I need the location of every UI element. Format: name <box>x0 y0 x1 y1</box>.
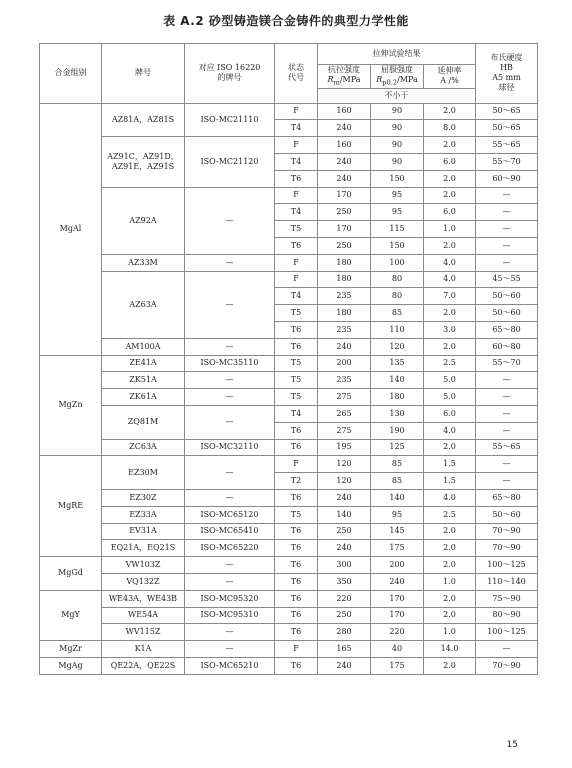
state-code-cell: T6 <box>275 657 318 674</box>
yield-strength-cell: 90 <box>371 153 424 170</box>
table-row <box>40 489 538 506</box>
elongation-cell: 4.0 <box>424 271 476 288</box>
hardness-cell: — <box>476 221 538 238</box>
header-rp-sub: p0.2 <box>382 78 398 87</box>
tensile-strength-cell: 275 <box>318 389 371 406</box>
yield-strength-cell: 150 <box>371 170 424 187</box>
iso-grade-cell: — <box>185 641 275 658</box>
elongation-cell: 2.0 <box>424 103 476 120</box>
elongation-cell: 1.0 <box>424 624 476 641</box>
header-iso <box>185 44 275 104</box>
grade-cell: EZ30Z <box>102 489 185 506</box>
grade-cell: WE43A，WE43B <box>102 590 185 607</box>
state-code-cell: F <box>275 187 318 204</box>
hardness-cell: 65～80 <box>476 321 538 338</box>
grade-cell: AZ91C，AZ91D， AZ91E，AZ91S <box>102 137 185 187</box>
table-row <box>40 590 538 607</box>
grade-cell: AZ81A，AZ81S <box>102 103 185 137</box>
hardness-cell: — <box>476 372 538 389</box>
yield-strength-cell: 85 <box>371 305 424 322</box>
yield-strength-cell: 95 <box>371 506 424 523</box>
tensile-strength-cell: 235 <box>318 288 371 305</box>
yield-strength-cell: 100 <box>371 254 424 271</box>
hardness-cell: 60～90 <box>476 170 538 187</box>
tensile-strength-cell: 240 <box>318 120 371 137</box>
elongation-cell: 5.0 <box>424 389 476 406</box>
elongation-cell: 2.0 <box>424 137 476 154</box>
hardness-cell: — <box>476 237 538 254</box>
state-code-cell: T6 <box>275 590 318 607</box>
iso-grade-cell: ISO-MC95320 <box>185 590 275 607</box>
iso-grade-cell: — <box>185 254 275 271</box>
tensile-strength-cell: 250 <box>318 204 371 221</box>
tensile-strength-cell: 195 <box>318 439 371 456</box>
tensile-strength-cell: 120 <box>318 456 371 473</box>
header-rp-unit: /MPa <box>397 75 418 84</box>
alloy-group-cell: MgZr <box>40 641 102 658</box>
elongation-cell: 2.0 <box>424 305 476 322</box>
header-state-line2: 代号 <box>288 73 304 83</box>
header-rm-sub: m <box>333 78 340 87</box>
iso-grade-cell: ISO-MC65120 <box>185 506 275 523</box>
alloy-group-cell: MgZn <box>40 355 102 456</box>
header-tensile: 拉伸试验结果 <box>318 44 476 65</box>
elongation-cell: 1.5 <box>424 473 476 490</box>
elongation-cell: 7.0 <box>424 288 476 305</box>
header-rp-line2 <box>372 75 422 88</box>
hardness-cell: 100～125 <box>476 624 538 641</box>
tensile-strength-cell: 200 <box>318 355 371 372</box>
yield-strength-cell: 80 <box>371 288 424 305</box>
header-hb-line1: 布氏硬度 <box>490 53 523 63</box>
iso-grade-cell: — <box>185 187 275 254</box>
header-rm-symbol: R <box>327 75 334 84</box>
grade-cell: EV31A <box>102 523 185 540</box>
table-row <box>40 624 538 641</box>
hardness-cell: 80～90 <box>476 607 538 624</box>
hardness-cell: 55～70 <box>476 153 538 170</box>
header-elongation <box>424 65 476 89</box>
alloy-group-cell: MgGd <box>40 557 102 591</box>
elongation-cell: 2.0 <box>424 590 476 607</box>
tensile-strength-cell: 180 <box>318 271 371 288</box>
tensile-strength-cell: 300 <box>318 557 371 574</box>
header-rp <box>371 65 424 89</box>
state-code-cell: T6 <box>275 321 318 338</box>
iso-grade-cell: ISO-MC95310 <box>185 607 275 624</box>
hardness-cell: — <box>476 204 538 221</box>
elongation-cell: 6.0 <box>424 405 476 422</box>
iso-grade-cell: ISO-MC21110 <box>185 103 275 137</box>
elongation-cell: 6.0 <box>424 204 476 221</box>
yield-strength-cell: 180 <box>371 389 424 406</box>
alloy-group-cell: MgAg <box>40 657 102 674</box>
state-code-cell: T6 <box>275 170 318 187</box>
hardness-cell: 70～90 <box>476 523 538 540</box>
elongation-cell: 5.0 <box>424 372 476 389</box>
iso-grade-cell: ISO-MC21120 <box>185 137 275 187</box>
state-code-cell: F <box>275 254 318 271</box>
header-rp-line1: 屈服强度 <box>381 65 413 74</box>
yield-strength-cell: 150 <box>371 237 424 254</box>
header-hb-line2: HB <box>500 63 513 73</box>
grade-cell: K1A <box>102 641 185 658</box>
grade-cell: AZ92A <box>102 187 185 254</box>
state-code-cell: T6 <box>275 489 318 506</box>
alloy-group-cell: MgRE <box>40 456 102 557</box>
elongation-cell: 14.0 <box>424 641 476 658</box>
tensile-strength-cell: 350 <box>318 573 371 590</box>
iso-grade-cell: ISO-MC35110 <box>185 355 275 372</box>
state-code-cell: T5 <box>275 221 318 238</box>
tensile-strength-cell: 250 <box>318 523 371 540</box>
grade-cell: QE22A，QE22S <box>102 657 185 674</box>
state-code-cell: T5 <box>275 506 318 523</box>
table-row <box>40 607 538 624</box>
state-code-cell: T4 <box>275 153 318 170</box>
hardness-cell: 75～90 <box>476 590 538 607</box>
yield-strength-cell: 120 <box>371 338 424 355</box>
tensile-strength-cell: 160 <box>318 103 371 120</box>
state-code-cell: T6 <box>275 540 318 557</box>
table-row <box>40 405 538 422</box>
state-code-cell: T6 <box>275 607 318 624</box>
hardness-cell: 55～65 <box>476 439 538 456</box>
hardness-cell: — <box>476 405 538 422</box>
state-code-cell: F <box>275 103 318 120</box>
header-hb-line4: 球径 <box>498 83 515 93</box>
header-iso-line2: 的牌号 <box>217 73 242 83</box>
header-min: 不小于 <box>318 88 476 103</box>
table-row <box>40 137 538 154</box>
state-code-cell: T2 <box>275 473 318 490</box>
table-row <box>40 338 538 355</box>
grade-cell: ZK61A <box>102 389 185 406</box>
elongation-cell: 2.0 <box>424 439 476 456</box>
table-row <box>40 439 538 456</box>
yield-strength-cell: 145 <box>371 523 424 540</box>
grade-cell: ZE41A <box>102 355 185 372</box>
hardness-cell: — <box>476 187 538 204</box>
iso-grade-cell: — <box>185 389 275 406</box>
elongation-cell: 3.0 <box>424 321 476 338</box>
yield-strength-cell: 90 <box>371 103 424 120</box>
yield-strength-cell: 115 <box>371 221 424 238</box>
yield-strength-cell: 85 <box>371 456 424 473</box>
elongation-cell: 8.0 <box>424 120 476 137</box>
header-state <box>275 44 318 104</box>
elongation-cell: 2.0 <box>424 657 476 674</box>
iso-grade-cell: — <box>185 271 275 338</box>
table-row <box>40 355 538 372</box>
grade-cell: WE54A <box>102 607 185 624</box>
tensile-strength-cell: 235 <box>318 372 371 389</box>
tensile-strength-cell: 120 <box>318 473 371 490</box>
header-grade: 牌号 <box>102 44 185 104</box>
table-row <box>40 389 538 406</box>
state-code-cell: T4 <box>275 120 318 137</box>
yield-strength-cell: 80 <box>371 271 424 288</box>
header-hardness <box>476 44 538 104</box>
table-row <box>40 641 538 658</box>
elongation-cell: 1.0 <box>424 221 476 238</box>
hardness-cell: 100～125 <box>476 557 538 574</box>
state-code-cell: T5 <box>275 389 318 406</box>
grade-cell: ZK51A <box>102 372 185 389</box>
state-code-cell: F <box>275 137 318 154</box>
tensile-strength-cell: 180 <box>318 254 371 271</box>
header-hb-line3: A5 mm <box>492 73 521 83</box>
iso-grade-cell: ISO-MC65220 <box>185 540 275 557</box>
iso-grade-cell: — <box>185 573 275 590</box>
hardness-cell: 70～90 <box>476 540 538 557</box>
elongation-cell: 2.0 <box>424 187 476 204</box>
yield-strength-cell: 125 <box>371 439 424 456</box>
table-row <box>40 103 538 120</box>
hardness-cell: — <box>476 422 538 439</box>
yield-strength-cell: 175 <box>371 657 424 674</box>
tensile-strength-cell: 170 <box>318 221 371 238</box>
header-group: 合金组别 <box>40 44 102 104</box>
state-code-cell: F <box>275 641 318 658</box>
alloy-group-cell: MgY <box>40 590 102 640</box>
table-row <box>40 540 538 557</box>
state-code-cell: T4 <box>275 204 318 221</box>
grade-cell: AZ33M <box>102 254 185 271</box>
tensile-strength-cell: 240 <box>318 657 371 674</box>
grade-cell: WV115Z <box>102 624 185 641</box>
elongation-cell: 2.5 <box>424 506 476 523</box>
grade-cell: AM100A <box>102 338 185 355</box>
yield-strength-cell: 220 <box>371 624 424 641</box>
elongation-cell: 2.0 <box>424 338 476 355</box>
yield-strength-cell: 95 <box>371 187 424 204</box>
hardness-cell: 55～70 <box>476 355 538 372</box>
state-code-cell: T6 <box>275 573 318 590</box>
tensile-strength-cell: 220 <box>318 590 371 607</box>
hardness-cell: 110～140 <box>476 573 538 590</box>
grade-cell: ZC63A <box>102 439 185 456</box>
yield-strength-cell: 40 <box>371 641 424 658</box>
yield-strength-cell: 175 <box>371 540 424 557</box>
hardness-cell: 50～60 <box>476 288 538 305</box>
tensile-strength-cell: 240 <box>318 540 371 557</box>
grade-cell: ZQ81M <box>102 405 185 439</box>
elongation-cell: 6.0 <box>424 153 476 170</box>
table-row <box>40 573 538 590</box>
header-rm-unit: /MPa <box>339 75 361 84</box>
page-number: 15 <box>506 740 518 750</box>
state-code-cell: F <box>275 271 318 288</box>
elongation-cell: 4.0 <box>424 489 476 506</box>
iso-grade-cell: — <box>185 489 275 506</box>
elongation-cell: 2.0 <box>424 237 476 254</box>
yield-strength-cell: 110 <box>371 321 424 338</box>
table-title: 表 A.2 砂型铸造镁合金铸件的典型力学性能 <box>163 14 409 28</box>
hardness-cell: 60～80 <box>476 338 538 355</box>
iso-grade-cell: ISO-MC65210 <box>185 657 275 674</box>
hardness-cell: 50～65 <box>476 103 538 120</box>
state-code-cell: T6 <box>275 422 318 439</box>
grade-cell: AZ63A <box>102 271 185 338</box>
yield-strength-cell: 90 <box>371 137 424 154</box>
header-state-line1: 状态 <box>288 63 304 73</box>
state-code-cell: T6 <box>275 237 318 254</box>
header-rm-line1: 抗拉强度 <box>328 65 360 74</box>
tensile-strength-cell: 240 <box>318 489 371 506</box>
yield-strength-cell: 140 <box>371 372 424 389</box>
tensile-strength-cell: 140 <box>318 506 371 523</box>
tensile-strength-cell: 165 <box>318 641 371 658</box>
grade-cell: VW103Z <box>102 557 185 574</box>
hardness-cell: 55～65 <box>476 137 538 154</box>
elongation-cell: 4.0 <box>424 422 476 439</box>
header-el-line1: 延伸率 <box>437 66 462 76</box>
state-code-cell: T6 <box>275 557 318 574</box>
elongation-cell: 2.0 <box>424 523 476 540</box>
grade-cell: VQ132Z <box>102 573 185 590</box>
iso-grade-cell: — <box>185 557 275 574</box>
table-row <box>40 271 538 288</box>
table-row <box>40 456 538 473</box>
table-row <box>40 187 538 204</box>
table-row <box>40 523 538 540</box>
hardness-cell: — <box>476 641 538 658</box>
iso-grade-cell: ISO-MC65410 <box>185 523 275 540</box>
hardness-cell: 50～60 <box>476 305 538 322</box>
iso-grade-cell: — <box>185 456 275 490</box>
iso-grade-cell: — <box>185 405 275 439</box>
hardness-cell: — <box>476 456 538 473</box>
state-code-cell: T6 <box>275 439 318 456</box>
yield-strength-cell: 200 <box>371 557 424 574</box>
header-iso-line1: 对应 ISO 16220 <box>198 63 261 73</box>
yield-strength-cell: 240 <box>371 573 424 590</box>
iso-grade-cell: — <box>185 338 275 355</box>
yield-strength-cell: 190 <box>371 422 424 439</box>
hardness-cell: — <box>476 254 538 271</box>
tensile-strength-cell: 180 <box>318 305 371 322</box>
table-row <box>40 372 538 389</box>
yield-strength-cell: 170 <box>371 590 424 607</box>
hardness-cell: 50～65 <box>476 120 538 137</box>
header-rm <box>318 65 371 89</box>
tensile-strength-cell: 240 <box>318 153 371 170</box>
table-body <box>40 103 538 674</box>
elongation-cell: 1.0 <box>424 573 476 590</box>
yield-strength-cell: 130 <box>371 405 424 422</box>
grade-cell: EZ30M <box>102 456 185 490</box>
state-code-cell: T5 <box>275 355 318 372</box>
header-el-line2: A /% <box>440 76 459 86</box>
table-row <box>40 557 538 574</box>
tensile-strength-cell: 160 <box>318 137 371 154</box>
header-rm-line2 <box>319 75 369 88</box>
tensile-strength-cell: 235 <box>318 321 371 338</box>
iso-grade-cell: — <box>185 372 275 389</box>
tensile-strength-cell: 250 <box>318 237 371 254</box>
state-code-cell: T4 <box>275 405 318 422</box>
elongation-cell: 2.0 <box>424 170 476 187</box>
header-rp-symbol: R <box>376 75 383 84</box>
elongation-cell: 2.5 <box>424 355 476 372</box>
table-row <box>40 506 538 523</box>
elongation-cell: 2.0 <box>424 540 476 557</box>
state-code-cell: T5 <box>275 372 318 389</box>
table-row <box>40 657 538 674</box>
tensile-strength-cell: 250 <box>318 607 371 624</box>
yield-strength-cell: 90 <box>371 120 424 137</box>
tensile-strength-cell: 280 <box>318 624 371 641</box>
elongation-cell: 4.0 <box>424 254 476 271</box>
state-code-cell: T6 <box>275 523 318 540</box>
tensile-strength-cell: 170 <box>318 187 371 204</box>
alloy-group-cell: MgAl <box>40 103 102 355</box>
table-row <box>40 254 538 271</box>
grade-cell: EZ33A <box>102 506 185 523</box>
iso-grade-cell: — <box>185 624 275 641</box>
state-code-cell: T6 <box>275 624 318 641</box>
tensile-strength-cell: 240 <box>318 338 371 355</box>
elongation-cell: 2.0 <box>424 557 476 574</box>
hardness-cell: — <box>476 473 538 490</box>
hardness-cell: 45～55 <box>476 271 538 288</box>
tensile-strength-cell: 240 <box>318 170 371 187</box>
yield-strength-cell: 95 <box>371 204 424 221</box>
hardness-cell: 50～60 <box>476 506 538 523</box>
iso-grade-cell: ISO-MC32110 <box>185 439 275 456</box>
grade-cell: EQ21A，EQ21S <box>102 540 185 557</box>
hardness-cell: — <box>476 389 538 406</box>
yield-strength-cell: 170 <box>371 607 424 624</box>
state-code-cell: T4 <box>275 288 318 305</box>
yield-strength-cell: 135 <box>371 355 424 372</box>
state-code-cell: F <box>275 456 318 473</box>
yield-strength-cell: 140 <box>371 489 424 506</box>
tensile-strength-cell: 265 <box>318 405 371 422</box>
hardness-cell: 70～90 <box>476 657 538 674</box>
state-code-cell: T5 <box>275 305 318 322</box>
state-code-cell: T6 <box>275 338 318 355</box>
yield-strength-cell: 85 <box>371 473 424 490</box>
elongation-cell: 2.0 <box>424 607 476 624</box>
elongation-cell: 1.5 <box>424 456 476 473</box>
hardness-cell: 65～80 <box>476 489 538 506</box>
mechanical-properties-table <box>39 43 538 675</box>
tensile-strength-cell: 275 <box>318 422 371 439</box>
